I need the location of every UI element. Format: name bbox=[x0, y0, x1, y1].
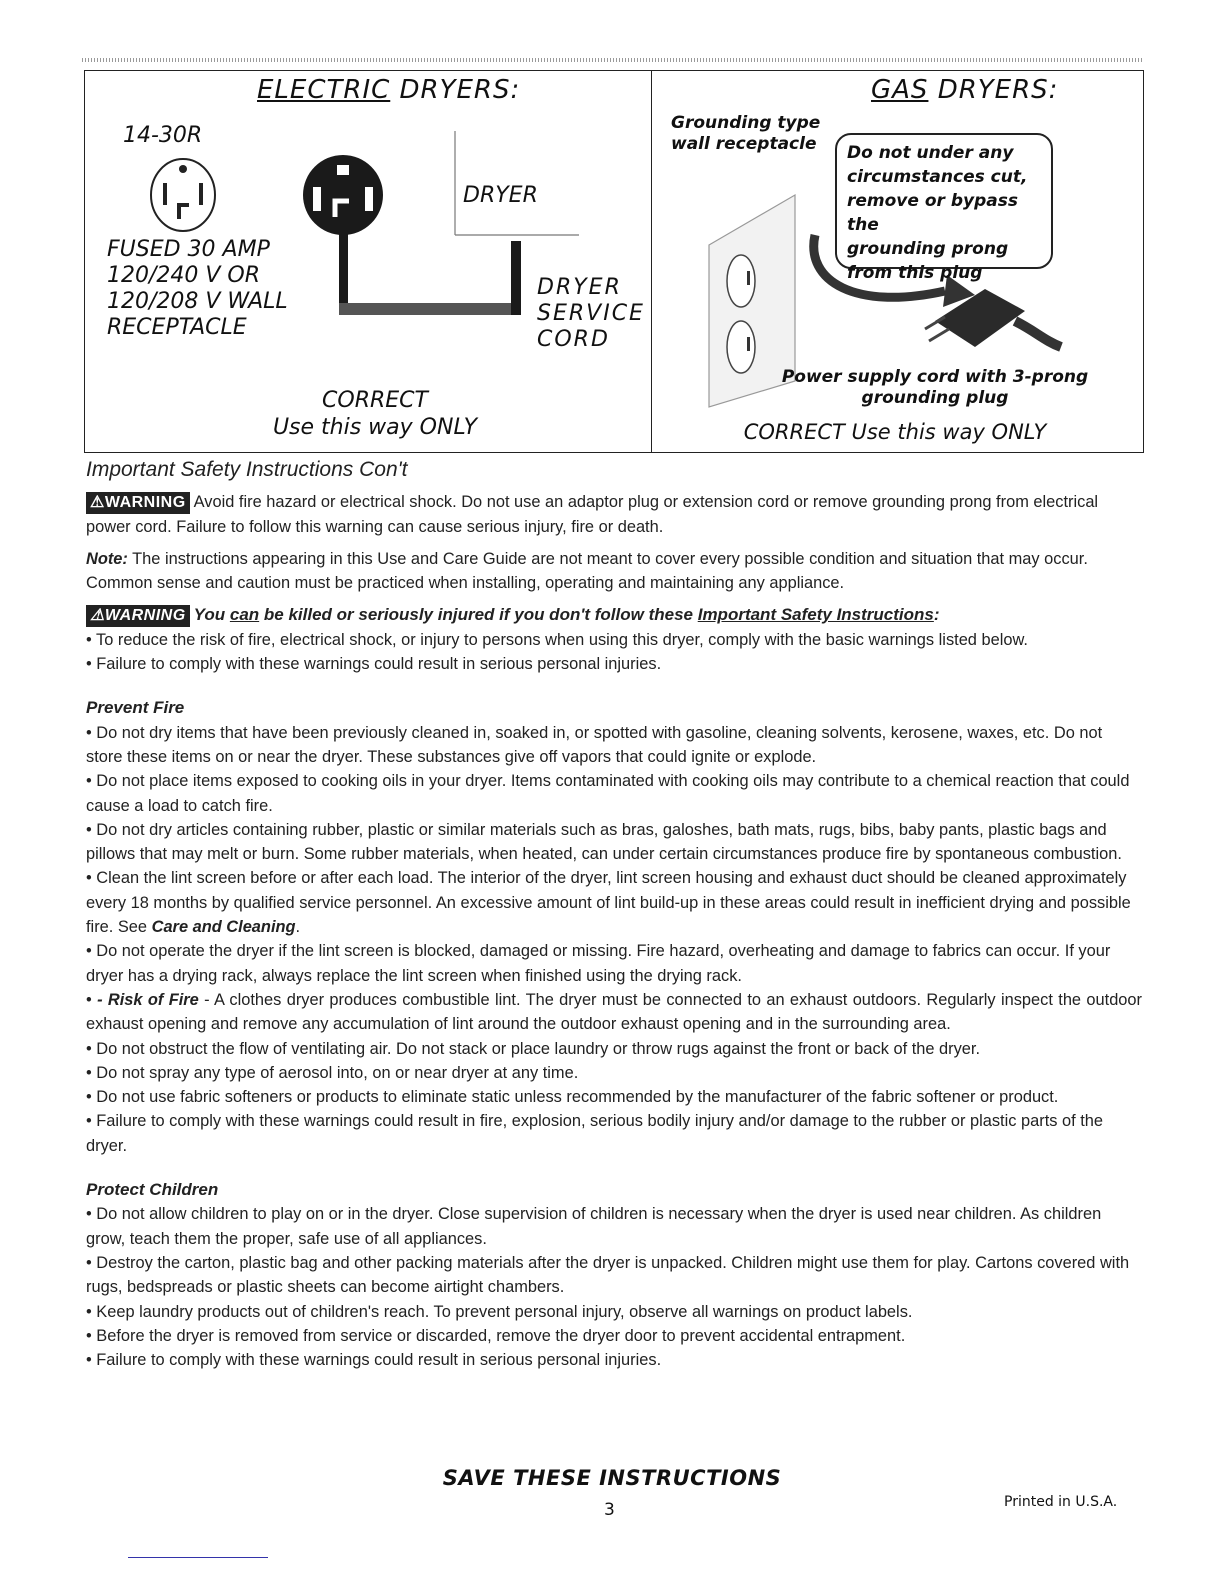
section-title: Important Safety Instructions Con't bbox=[86, 458, 408, 481]
cord-label-line: DRYER bbox=[537, 275, 622, 300]
note-label: Note: bbox=[86, 549, 128, 568]
power-cord-label-line: Power supply cord with 3-prong bbox=[781, 367, 1089, 387]
electric-heading-rest: DRYERS: bbox=[390, 75, 521, 105]
receptacle-icon bbox=[135, 151, 235, 241]
callout-line: from this plug bbox=[847, 263, 983, 283]
warning2-instructions: Important Safety Instructions bbox=[697, 605, 934, 625]
protect-children-bullet: • Before the dryer is removed from service or discarded, remove the dryer door to prevent accidental entrapment. bbox=[86, 1326, 906, 1345]
warning-paragraph-1 bbox=[86, 490, 1142, 539]
warning-callout bbox=[835, 133, 1053, 283]
prevent-fire-bullet: • Do not operate the dryer if the lint screen is blocked, damaged or missing. Fire hazard, overheating and damage to fabrics can occur. If your dryer has a drying rack, always replace the lint screen when finished using the drying rack. bbox=[86, 942, 1111, 985]
bullet-prefix: • bbox=[86, 990, 98, 1009]
dryer-label: DRYER bbox=[463, 183, 538, 208]
bottom-rule bbox=[128, 1557, 268, 1558]
cord-label bbox=[537, 275, 645, 353]
diagram-divider bbox=[651, 71, 652, 452]
dryer-connection-diagram bbox=[84, 70, 1144, 453]
callout-line: circumstances cut, bbox=[847, 167, 1028, 187]
electric-correct-line2: Use this way ONLY bbox=[272, 415, 478, 440]
cord-label-line: SERVICE bbox=[537, 301, 645, 326]
care-cleaning-ref: Care and Cleaning bbox=[151, 918, 296, 937]
general-bullet: • Failure to comply with these warnings could result in serious personal injuries. bbox=[86, 655, 662, 674]
warning2-can: can bbox=[229, 605, 260, 625]
receptacle-description bbox=[107, 237, 288, 341]
prevent-fire-b4-text: • Clean the lint screen before or after each load. The interior of the dryer, lint screen housing and exhaust duct should be cleaned approximately every 18 months by qualified service personnel. An excessive amount of lint build-up in these areas could result in inefficient drying and possible fire. See bbox=[86, 869, 1131, 937]
top-rule bbox=[82, 58, 1144, 62]
protect-children-bullet: • Keep laundry products out of children's reach. To prevent personal injury, observe all warnings on product labels. bbox=[86, 1302, 913, 1321]
callout-line: remove or bypass the bbox=[847, 191, 1018, 235]
protect-children-bullet: • Do not allow children to play on or in the dryer. Close supervision of children is necessary when the dryer is used near children. As children grow, teach them the proper, safe use of all appliances. bbox=[86, 1205, 1102, 1248]
receptacle-desc-line: RECEPTACLE bbox=[107, 315, 247, 340]
safety-instructions bbox=[86, 458, 1142, 1372]
prevent-fire-title: Prevent Fire bbox=[86, 698, 185, 718]
protect-children-bullet: • Failure to comply with these warnings could result in serious personal injuries. bbox=[86, 1351, 662, 1370]
callout-line: grounding prong bbox=[847, 239, 1009, 259]
prevent-fire-b4-end: . bbox=[295, 918, 301, 937]
warning2-colon: : bbox=[933, 605, 940, 625]
gas-correct: CORRECT Use this way ONLY bbox=[743, 420, 1047, 444]
gas-heading-underlined: GAS bbox=[871, 75, 929, 105]
prevent-fire-bullet bbox=[86, 866, 1142, 939]
warning-paragraph-2 bbox=[86, 603, 1142, 627]
prevent-fire-bullet: • Do not dry articles containing rubber, plastic or similar materials such as bras, galoshes, bath mats, rugs, bibs, baby pants, plastic bags and pillows that may melt or burn. Some rubber materials, when heated, can under certain circumstances produce fire by spontaneous combustion. bbox=[86, 820, 1122, 864]
grounding-label-line: wall receptacle bbox=[671, 134, 817, 154]
gas-heading-rest: DRYERS: bbox=[928, 75, 1059, 105]
warning-badge: ⚠WARNING bbox=[86, 492, 190, 514]
warning2-text: You bbox=[193, 605, 230, 625]
power-cord-label bbox=[765, 367, 1105, 409]
prevent-fire-bullet: • Failure to comply with these warnings could result in fire, explosion, serious bodily injury and/or damage to the rubber or plastic parts of the dryer. bbox=[86, 1112, 1104, 1155]
prevent-fire-bullet: • Do not place items exposed to cooking oils in your dryer. Items contaminated with cooking oils may contribute to a chemical reaction that could cause a load to catch fire. bbox=[86, 772, 1130, 815]
gas-heading bbox=[871, 75, 1058, 105]
receptacle-code: 14-30R bbox=[123, 123, 203, 148]
prevent-fire-bullet bbox=[86, 988, 1142, 1037]
save-instructions-title: SAVE THESE INSTRUCTIONS bbox=[442, 1466, 782, 1490]
protect-children-title: Protect Children bbox=[86, 1180, 219, 1200]
general-bullet: • To reduce the risk of fire, electrical shock, or injury to persons when using this dryer, comply with the basic warnings listed below. bbox=[86, 630, 1028, 649]
receptacle-desc-line: 120/208 V WALL bbox=[107, 289, 288, 314]
power-cord-label-line: grounding plug bbox=[861, 388, 1009, 408]
electric-heading-underlined: ELECTRIC bbox=[257, 75, 391, 105]
warning-text-1: Avoid fire hazard or electrical shock. Do not use an adaptor plug or extension cord or remove grounding prong from electrical power cord. Failure to follow this warning can cause serious injury, fire or death. bbox=[86, 493, 1099, 536]
printed-in-usa: Printed in U.S.A. bbox=[1004, 1494, 1118, 1510]
risk-of-fire-label: - Risk of Fire bbox=[97, 990, 199, 1009]
note-paragraph bbox=[86, 547, 1142, 596]
grounding-label-line: Grounding type bbox=[671, 113, 821, 133]
protect-children-bullet: • Destroy the carton, plastic bag and other packing materials after the dryer is unpacked. Children might use them for play. Cartons covered with rugs, bedspreads or plastic sheets can become airtight chambers. bbox=[86, 1253, 1130, 1297]
prevent-fire-bullet: • Do not spray any type of aerosol into, on or near dryer at any time. bbox=[86, 1063, 579, 1082]
electric-heading bbox=[257, 75, 520, 105]
prevent-fire-bullet: • Do not dry items that have been previously cleaned in, soaked in, or spotted with gasoline, cleaning solvents, kerosene, waxes, etc. Do not store these items on or near the dryer. These substances give off vapors that could ignite or explode. bbox=[86, 723, 1103, 766]
page-number: 3 bbox=[604, 1500, 615, 1520]
electric-correct bbox=[235, 387, 515, 441]
cord-label-line: CORD bbox=[537, 327, 610, 352]
callout-line: Do not under any bbox=[847, 143, 1014, 163]
receptacle-desc-line: FUSED 30 AMP bbox=[107, 237, 270, 262]
receptacle-desc-line: 120/240 V OR bbox=[107, 263, 261, 288]
warning-badge: ⚠WARNING bbox=[86, 605, 190, 627]
electric-correct-line1: CORRECT bbox=[322, 388, 428, 413]
prevent-fire-bullet: • Do not use fabric softeners or products to eliminate static unless recommended by the manufacturer of the fabric softener or product. bbox=[86, 1088, 1059, 1107]
prevent-fire-bullet: • Do not obstruct the flow of ventilating air. Do not stack or place laundry or throw rugs against the front or back of the dryer. bbox=[86, 1039, 981, 1058]
note-text: The instructions appearing in this Use and Care Guide are not meant to cover every possible condition and situation that may occur. Common sense and caution must be practiced when installing, operating and maintaining any appliance. bbox=[86, 549, 1088, 593]
warning2-text: be killed or seriously injured if you don't follow these bbox=[259, 605, 698, 625]
risk-of-fire-text: - A clothes dryer produces combustible lint. The dryer must be connected to an exhaust outdoors. Regularly inspect the outdoor exhaust opening and remove any accumulation of lint around the outdoor exhaust opening and in the surrounding area. bbox=[86, 990, 1142, 1034]
grounding-receptacle-label bbox=[671, 113, 820, 155]
